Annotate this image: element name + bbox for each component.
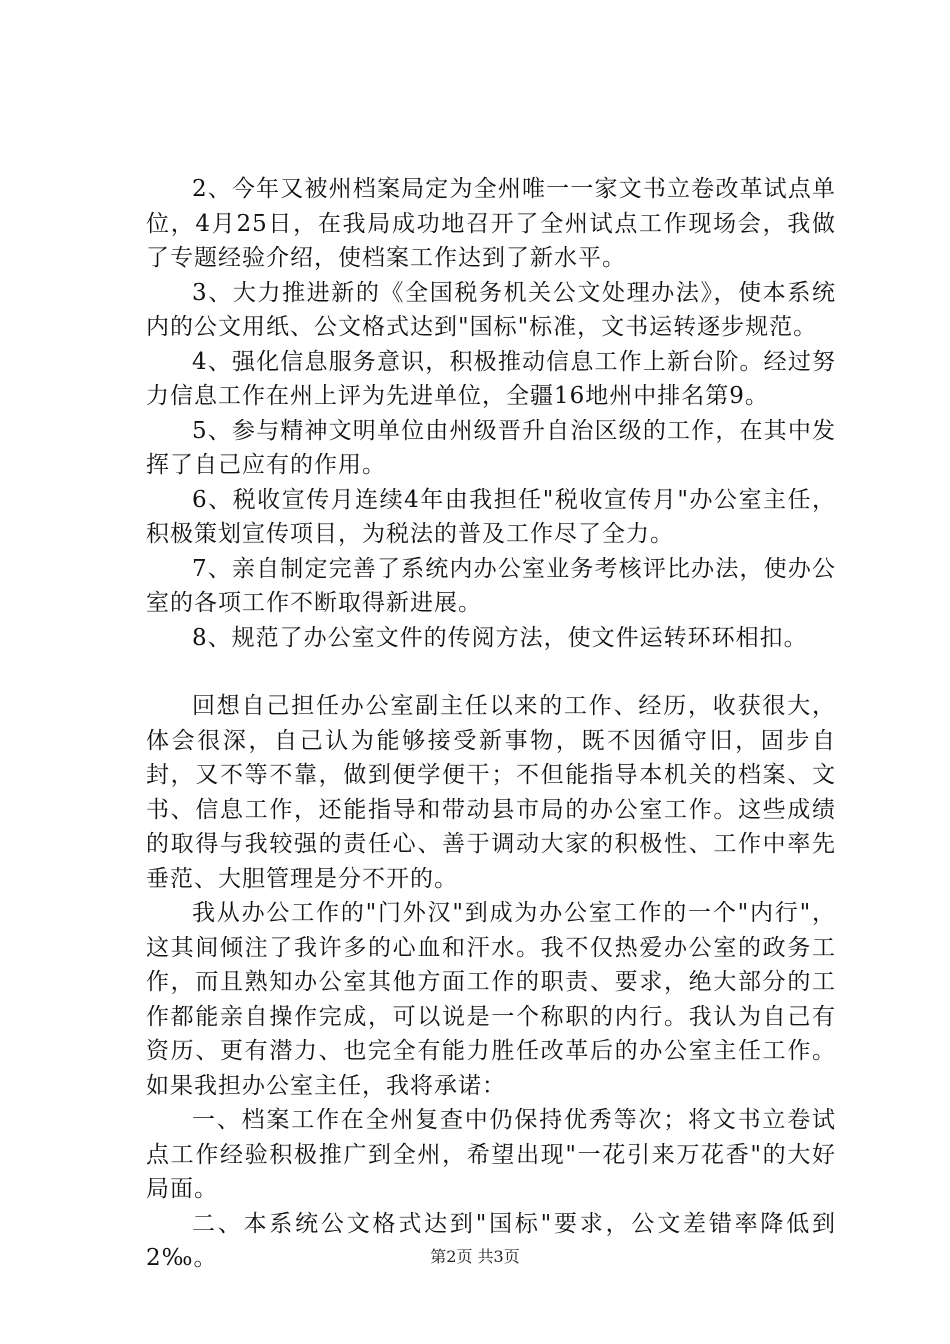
document-body [146,172,836,1276]
paragraph: 5、参与精神文明单位由州级晋升自治区级的工作，在其中发挥了自己应有的作用。 [146,417,836,478]
section-gap [146,655,836,689]
paragraph: 一、档案工作在全州复查中仍保持优秀等次；将文书立卷试点工作经验积极推广到全州，希望出现"一花引来万花香"的大好局面。 [146,1107,836,1202]
paragraph: 3、大力推进新的《全国税务机关公文处理办法》，使本系统内的公文用纸、公文格式达到"国标"标准，文书运转逐步规范。 [146,279,836,340]
paragraph: 4、强化信息服务意识，积极推动信息工作上新台阶。经过努力信息工作在州上评为先进单位，全疆16地州中排名第9。 [146,348,836,409]
paragraph: 6、税收宣传月连续4年由我担任"税收宣传月"办公室主任，积极策划宣传项目，为税法的普及工作尽了全力。 [146,486,836,547]
paragraph: 我从办公工作的"门外汉"到成为办公室工作的一个"内行"，这其间倾注了我许多的心血和汗水。我不仅热爱办公室的政务工作，而且熟知办公室其他方面工作的职责、要求，绝大部分的工作都能亲自操作完成，可以说是一个称职的内行。我认为自己有资历、更有潜力、也完全有能力胜任改革后的办公室主任工作。如果我担办公室主任，我将承诺： [146,900,836,1099]
paragraph: 8、规范了办公室文件的传阅方法，使文件运转环环相扣。 [192,624,808,651]
paragraph: 回想自己担任办公室副主任以来的工作、经历，收获很大，体会很深，自己认为能够接受新事物，既不因循守旧，固步自封，又不等不靠，做到便学便干；不但能指导本机关的档案、文书、信息工作，还能指导和带动县市局的办公室工作。这些成绩的取得与我较强的责任心、善于调动大家的积极性、工作中率先垂范、大胆管理是分不开的。 [146,693,836,892]
paragraph: 7、亲自制定完善了系统内办公室业务考核评比办法，使办公室的各项工作不断取得新进展。 [146,555,836,616]
page-number: 第2页 共3页 [430,1247,520,1266]
page-footer [0,1244,950,1267]
paragraph: 二、本系统公文格式达到"国标"要求，公文差错率降低到2‰。 [146,1210,836,1271]
paragraph: 2、今年又被州档案局定为全州唯一一家文书立卷改革试点单位，4月25日，在我局成功地召开了全州试点工作现场会，我做了专题经验介绍，使档案工作达到了新水平。 [146,176,836,271]
